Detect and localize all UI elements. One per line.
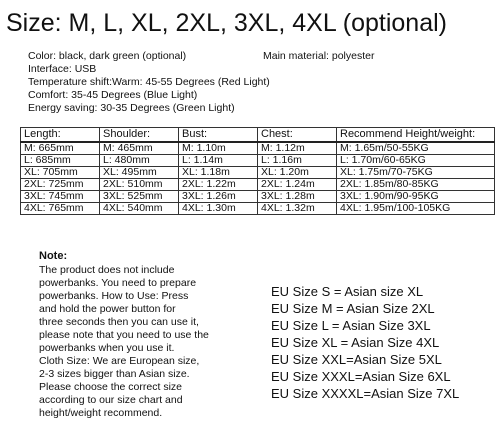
eu-size-list xyxy=(271,283,459,402)
note-line: powerbanks. You need to prepare xyxy=(39,277,197,289)
note-line: height/weight recommend. xyxy=(39,407,163,419)
note-body xyxy=(39,264,239,420)
note-heading: Note: xyxy=(39,250,68,262)
table-cell: XL: 1.20m xyxy=(258,167,337,179)
table-row xyxy=(21,155,495,167)
table-cell: 4XL: 1.30m xyxy=(179,203,258,215)
note-line: powerbanks when you use it. xyxy=(39,342,175,354)
table-cell: 3XL: 525mm xyxy=(100,191,179,203)
table-cell: 2XL: 1.22m xyxy=(179,179,258,191)
spec-energy: Energy saving: 30-35 Degrees (Green Light) xyxy=(28,102,235,114)
note-line: according to our size chart and xyxy=(39,394,183,406)
note-line: Cloth Size: We are European size, xyxy=(39,355,200,367)
header-bust: Bust: xyxy=(179,128,258,143)
table-cell: L: 1.14m xyxy=(179,155,258,167)
eu-size-item: EU Size L = Asian Size 3XL xyxy=(271,318,431,333)
spec-material: Main material: polyester xyxy=(263,50,375,62)
eu-size-item: EU Size XXXL=Asian Size 6XL xyxy=(271,369,451,384)
note-line: and hold the power button for xyxy=(39,303,176,315)
table-cell: 4XL: 1.95m/100-105KG xyxy=(337,203,495,215)
eu-size-item: EU Size XL = Asian Size 4XL xyxy=(271,335,440,350)
table-cell: M: 665mm xyxy=(21,142,100,155)
header-shoulder: Shoulder: xyxy=(100,128,179,143)
note-line: powerbanks. How to Use: Press xyxy=(39,290,189,302)
note-line: 2-3 sizes bigger than Asian size. xyxy=(39,368,190,380)
header-recommend: Recommend Height/weight: xyxy=(337,128,495,143)
table-cell: XL: 705mm xyxy=(21,167,100,179)
spec-temperature: Temperature shift:Warm: 45-55 Degrees (Red Light) xyxy=(28,76,270,88)
table-cell: XL: 1.18m xyxy=(179,167,258,179)
table-row xyxy=(21,167,495,179)
spec-list xyxy=(28,50,270,115)
table-row xyxy=(21,191,495,203)
table-cell: XL: 1.75m/70-75KG xyxy=(337,167,495,179)
table-cell: 4XL: 540mm xyxy=(100,203,179,215)
table-row xyxy=(21,179,495,191)
note-line: please note that you need to use the xyxy=(39,329,209,341)
table-row xyxy=(21,203,495,215)
spec-color: Color: black, dark green (optional) xyxy=(28,50,187,62)
header-length: Length: xyxy=(21,128,100,143)
table-row xyxy=(21,142,495,155)
table-cell: M: 1.10m xyxy=(179,142,258,155)
size-chart-table xyxy=(20,127,495,215)
header-chest: Chest: xyxy=(258,128,337,143)
eu-size-item: EU Size S = Asian size XL xyxy=(271,284,424,299)
table-cell: M: 1.65m/50-55KG xyxy=(337,142,495,155)
eu-size-item: EU Size XXL=Asian Size 5XL xyxy=(271,352,442,367)
table-cell: 3XL: 1.90m/90-95KG xyxy=(337,191,495,203)
note-line: three seconds then you can use it, xyxy=(39,316,199,328)
table-cell: L: 480mm xyxy=(100,155,179,167)
table-cell: 4XL: 1.32m xyxy=(258,203,337,215)
table-cell: L: 1.16m xyxy=(258,155,337,167)
table-cell: 2XL: 510mm xyxy=(100,179,179,191)
table-cell: 2XL: 725mm xyxy=(21,179,100,191)
table-cell: 4XL: 765mm xyxy=(21,203,100,215)
table-cell: 3XL: 1.28m xyxy=(258,191,337,203)
table-cell: 3XL: 745mm xyxy=(21,191,100,203)
size-title: Size: M, L, XL, 2XL, 3XL, 4XL (optional) xyxy=(6,9,447,37)
spec-comfort: Comfort: 35-45 Degrees (Blue Light) xyxy=(28,89,198,101)
note-line: The product does not include xyxy=(39,264,175,276)
table-cell: XL: 495mm xyxy=(100,167,179,179)
spec-interface: Interface: USB xyxy=(28,63,97,75)
table-cell: L: 685mm xyxy=(21,155,100,167)
table-cell: L: 1.70m/60-65KG xyxy=(337,155,495,167)
table-cell: 2XL: 1.24m xyxy=(258,179,337,191)
eu-size-item: EU Size M = Asian Size 2XL xyxy=(271,301,435,316)
table-header-row xyxy=(21,128,495,143)
note-line: Please choose the correct size xyxy=(39,381,182,393)
table-cell: 3XL: 1.26m xyxy=(179,191,258,203)
table-cell: M: 1.12m xyxy=(258,142,337,155)
table-cell: M: 465mm xyxy=(100,142,179,155)
table-cell: 2XL: 1.85m/80-85KG xyxy=(337,179,495,191)
eu-size-item: EU Size XXXXL=Asian Size 7XL xyxy=(271,386,460,401)
